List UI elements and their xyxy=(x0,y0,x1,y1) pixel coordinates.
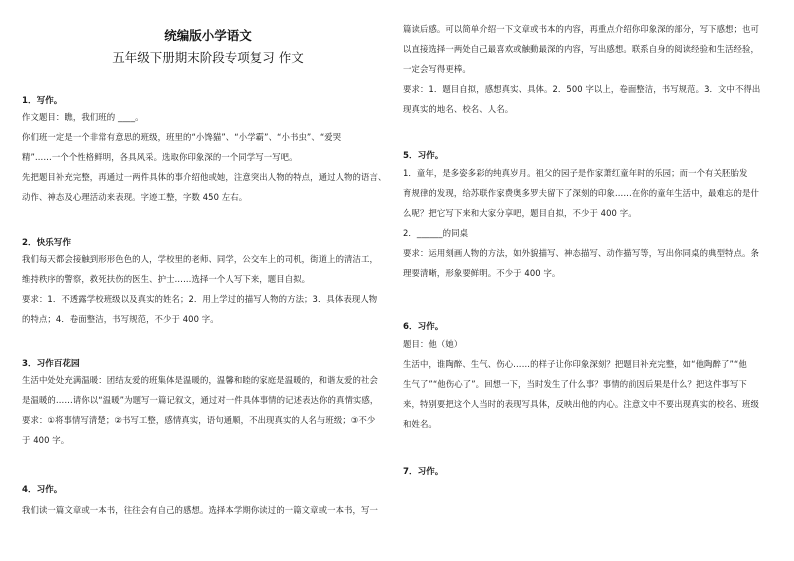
text-line: 篇读后感。可以简单介绍一下文章或书本的内容，再重点介绍你印象深的部分，写下感想；也可 xyxy=(403,24,759,34)
document-subtitle: 五年级下册期末阶段专项复习 作文 xyxy=(112,50,304,65)
text-line: 的特点；4．卷面整洁，书写规范，不少于 400 字。 xyxy=(22,314,219,324)
text-line: 我们每天都会接触到形形色色的人，学校里的老师、同学，公交车上的司机，街道上的清洁工， xyxy=(22,254,378,264)
text-line: 和姓名。 xyxy=(403,419,437,429)
text-line: 要求：运用刻画人物的方法，如外貌描写、神态描写、动作描写等，写出你同桌的典型特点。条 xyxy=(403,248,759,258)
document-title: 统编版小学语文 xyxy=(164,28,252,43)
text-line: 题目：他（她） xyxy=(403,339,463,349)
text-line: 作文题目：瞧，我们班的 ____。 xyxy=(22,112,144,122)
text-line: 么呢？把它写下来和大家分享吧，题目自拟，不少于 400 字。 xyxy=(403,208,637,218)
text-line: 要求：①将事情写清楚；②书写工整，感情真实，语句通顺，不出现真实的人名与班级；③不少 xyxy=(22,415,376,425)
text-line: 理要清晰，形象要鲜明。不少于 400 字。 xyxy=(403,268,561,278)
section-5-heading: 5．习作。 xyxy=(403,151,444,161)
text-line: 生气了”“他伤心了”。回想一下，当时发生了什么事？事情的前因后果是什么？把这件事写下 xyxy=(403,379,747,389)
text-line: 2．______的同桌 xyxy=(403,228,469,238)
text-line: 你们班一定是一个非常有意思的班级，班里的“小馋猫”、“小学霸”、“小书虫”、“爱哭 xyxy=(22,132,342,142)
text-line: 一定会写得更棒。 xyxy=(403,64,471,74)
section-4-heading: 4．习作。 xyxy=(22,485,63,495)
text-line: 动作、神态及心理活动来表现。字迹工整，字数 450 左右。 xyxy=(22,192,248,202)
text-line: 育规律的发现，给苏联作家费奥多罗夫留下了深刻的印象……在你的童年生活中，最难忘的是什 xyxy=(403,188,759,198)
text-line: 现真实的地名、校名、人名。 xyxy=(403,104,514,114)
text-line: 要求：1．不透露学校班级以及真实的姓名；2．用上学过的描写人物的方法；3．具体表现人物 xyxy=(22,294,378,304)
text-line: 我们读一篇文章或一本书，往往会有自己的感想。选择本学期你读过的一篇文章或一本书，写一 xyxy=(22,505,378,515)
text-line: 以直接选择一两处自己最喜欢或触動最深的内容，写出感想。联系自身的阅读经验和生活经验， xyxy=(403,44,759,54)
text-line: 于 400 字。 xyxy=(22,435,70,445)
text-line: 维持秩序的警察，救死扶伤的医生、护士……选择一个人写下来，题目自拟。 xyxy=(22,274,311,284)
text-line: 生活中处处充满温暖：团结友爱的班集体是温暖的，温馨和睦的家庭是温暖的，和谐友爱的社会 xyxy=(22,375,378,385)
text-line: 来，特别要把这个人当时的表现写具体，反映出他的内心。注意文中不要出现真实的校名、班级 xyxy=(403,399,759,409)
text-line: 先把题目补充完整，再通过一两件具体的事介绍他或她，注意突出人物的特点，通过人物的语言、 xyxy=(22,172,387,182)
section-7-heading: 7．习作。 xyxy=(403,467,444,477)
text-line: 精”……一个个性格鲜明，各具风采。选取你印象深的一个同学写一写吧。 xyxy=(22,152,298,162)
section-3-heading: 3．习作百花园 xyxy=(22,359,80,369)
text-line: 生活中，谁陶醉、生气、伤心……的样子让你印象深刻？把题目补充完整，如“他陶醉了”“他 xyxy=(403,359,747,369)
text-line: 1．童年，是多姿多彩的纯真岁月。祖父的园子是作家萧红童年时的乐园；而一个有关胚胎发 xyxy=(403,168,748,178)
section-1-heading: 1．写作。 xyxy=(22,96,63,106)
section-6-heading: 6．习作。 xyxy=(403,322,444,332)
section-2-heading: 2．快乐写作 xyxy=(22,238,71,248)
text-line: 要求：1．题目自拟，感想真实、具体。2．500 字以上，卷面整洁，书写规范。3．文中不得出 xyxy=(403,84,761,94)
text-line: 是温暖的……请你以“温暖”为题写一篇记叙文，通过对一件具体事情的记述表达你的真情实感， xyxy=(22,395,379,405)
